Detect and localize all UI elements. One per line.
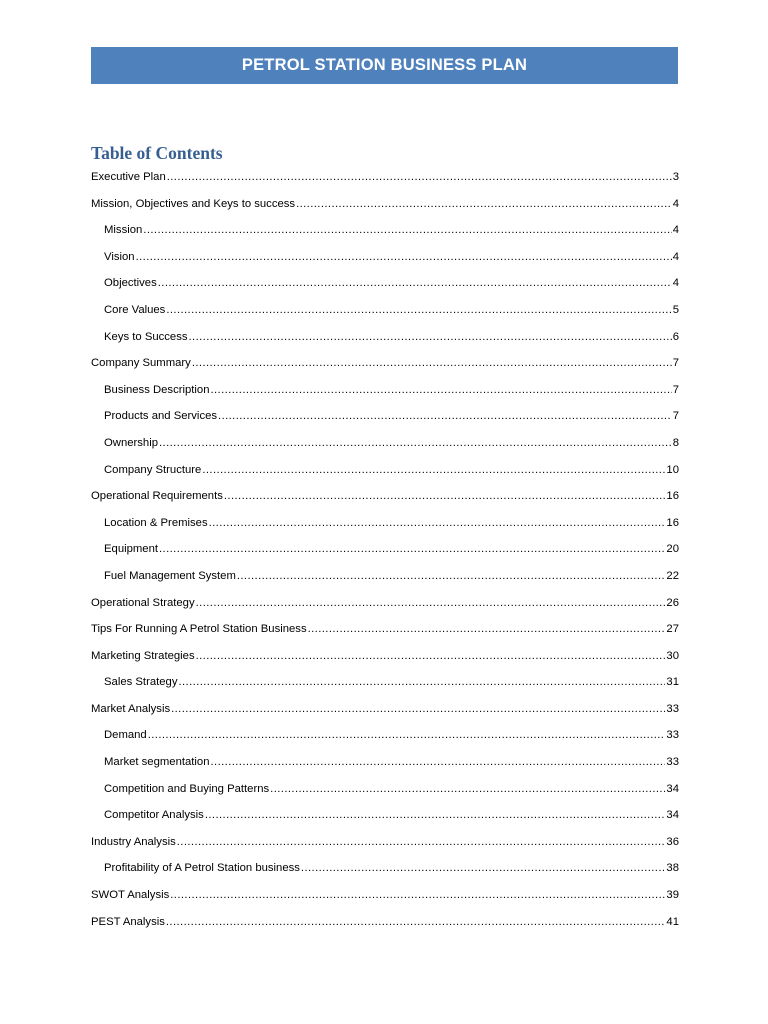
dot-leader xyxy=(196,643,666,670)
toc-entry[interactable] xyxy=(91,510,679,537)
toc-entry[interactable] xyxy=(91,882,679,909)
dot-leader xyxy=(218,403,672,430)
dot-leader xyxy=(177,829,666,856)
dot-leader xyxy=(270,776,665,803)
dot-leader xyxy=(170,882,665,909)
dot-leader xyxy=(296,191,672,218)
toc-entry[interactable] xyxy=(91,297,679,324)
toc-entry-page-number[interactable]: 7 xyxy=(672,383,679,396)
toc-entry-page-number[interactable]: 8 xyxy=(672,436,679,449)
toc-entry[interactable] xyxy=(91,164,679,191)
toc-entry-label[interactable]: Tips For Running A Petrol Station Business xyxy=(91,623,307,636)
toc-entry[interactable] xyxy=(91,270,679,297)
toc-entry[interactable] xyxy=(91,749,679,776)
dot-leader xyxy=(166,909,666,936)
toc-entry-page-number[interactable]: 34 xyxy=(666,809,679,822)
toc-entry-page-number[interactable]: 39 xyxy=(666,889,679,902)
toc-entry-page-number[interactable]: 38 xyxy=(666,862,679,875)
toc-entry-label[interactable]: Core Values xyxy=(104,303,166,316)
toc-entry-label[interactable]: Vision xyxy=(104,250,135,263)
dot-leader xyxy=(308,616,666,643)
toc-entry-page-number[interactable]: 27 xyxy=(666,623,679,636)
toc-entry-label[interactable]: Location & Premises xyxy=(104,516,208,529)
dot-leader xyxy=(143,217,671,244)
toc-entry-page-number[interactable]: 4 xyxy=(672,197,679,210)
dot-leader xyxy=(189,324,672,351)
toc-entry-label[interactable]: Objectives xyxy=(104,277,157,290)
dot-leader xyxy=(202,457,665,484)
toc-entry-label[interactable]: Company Summary xyxy=(91,357,191,370)
toc-entry-label[interactable]: Competitor Analysis xyxy=(104,809,204,822)
toc-entry-page-number[interactable]: 30 xyxy=(666,649,679,662)
dot-leader xyxy=(196,590,666,617)
toc-entry[interactable] xyxy=(91,536,679,563)
toc-entry[interactable] xyxy=(91,563,679,590)
toc-entry-page-number[interactable]: 4 xyxy=(672,277,679,290)
toc-entry[interactable] xyxy=(91,483,679,510)
toc-entry[interactable] xyxy=(91,776,679,803)
toc-entry-label[interactable]: Mission, Objectives and Keys to success xyxy=(91,197,296,210)
toc-entry-label[interactable]: Mission xyxy=(104,224,143,237)
toc-entry-page-number[interactable]: 16 xyxy=(666,490,679,503)
toc-entry[interactable] xyxy=(91,324,679,351)
toc-entry[interactable] xyxy=(91,829,679,856)
dot-leader xyxy=(167,164,672,191)
toc-entry[interactable] xyxy=(91,669,679,696)
dot-leader xyxy=(237,563,666,590)
toc-entry[interactable] xyxy=(91,696,679,723)
toc-entry-label[interactable]: Market Analysis xyxy=(91,702,171,715)
toc-entry-label[interactable]: Market segmentation xyxy=(104,756,210,769)
toc-entry-label[interactable]: Products and Services xyxy=(104,410,218,423)
toc-entry-page-number[interactable]: 26 xyxy=(666,596,679,609)
toc-entry[interactable] xyxy=(91,722,679,749)
dot-leader xyxy=(301,855,666,882)
toc-entry-label[interactable]: Operational Requirements xyxy=(91,490,223,503)
toc-entry-label[interactable]: Company Structure xyxy=(104,463,202,476)
toc-entry-label[interactable]: SWOT Analysis xyxy=(91,889,170,902)
document-title: PETROL STATION BUSINESS PLAN xyxy=(241,56,528,74)
toc-entry-page-number[interactable]: 5 xyxy=(672,303,679,316)
toc-entry[interactable] xyxy=(91,643,679,670)
toc-heading: Table of Contents xyxy=(91,143,223,163)
dot-leader xyxy=(205,802,666,829)
toc-entry[interactable] xyxy=(91,217,679,244)
toc-entry[interactable] xyxy=(91,855,679,882)
toc-entry-page-number[interactable]: 4 xyxy=(672,224,679,237)
toc-entry[interactable] xyxy=(91,616,679,643)
dot-leader xyxy=(178,669,665,696)
toc-entry-label[interactable]: Competition and Buying Patterns xyxy=(104,782,270,795)
dot-leader xyxy=(166,297,671,324)
toc-entry-page-number[interactable]: 22 xyxy=(666,569,679,582)
toc-entry-page-number[interactable]: 4 xyxy=(672,250,679,263)
toc-entry-page-number[interactable]: 16 xyxy=(666,516,679,529)
toc-entry-label[interactable]: Operational Strategy xyxy=(91,596,195,609)
toc-entry[interactable] xyxy=(91,457,679,484)
dot-leader xyxy=(159,536,665,563)
toc-entry-page-number[interactable]: 3 xyxy=(672,171,679,183)
toc-entry-label[interactable]: PEST Analysis xyxy=(91,915,165,928)
toc-entry-label[interactable]: Business Description xyxy=(104,383,210,396)
dot-leader xyxy=(224,483,666,510)
toc-entry-page-number[interactable]: 7 xyxy=(672,357,679,370)
dot-leader xyxy=(211,749,666,776)
toc-entry[interactable] xyxy=(91,350,679,377)
toc-entry-page-number[interactable]: 31 xyxy=(666,676,679,689)
dot-leader xyxy=(209,510,666,537)
toc-entry-label[interactable]: Industry Analysis xyxy=(91,835,176,848)
toc-entry[interactable] xyxy=(91,430,679,457)
dot-leader xyxy=(171,696,665,723)
toc-entry-label[interactable]: Keys to Success xyxy=(104,330,188,343)
toc-entry-label[interactable]: Equipment xyxy=(104,543,159,556)
toc-entry-page-number[interactable]: 10 xyxy=(666,463,679,476)
toc-entry-page-number[interactable]: 7 xyxy=(672,410,679,423)
toc-entry-page-number[interactable]: 33 xyxy=(666,702,679,715)
toc-entry-label[interactable]: Profitability of A Petrol Station business xyxy=(104,862,300,875)
toc-entry-page-number[interactable]: 20 xyxy=(666,543,679,556)
toc-entry-label[interactable]: Demand xyxy=(104,729,147,742)
toc-entry-page-number[interactable]: 33 xyxy=(666,729,679,742)
toc-entry-page-number[interactable]: 33 xyxy=(666,756,679,769)
dot-leader xyxy=(192,350,672,377)
dot-leader xyxy=(159,430,672,457)
dot-leader xyxy=(136,244,672,271)
toc-entry[interactable] xyxy=(91,377,679,404)
toc-entry-label[interactable]: Fuel Management System xyxy=(104,569,236,582)
toc-entry[interactable] xyxy=(91,590,679,617)
toc-entry-page-number[interactable]: 6 xyxy=(672,330,679,343)
dot-leader xyxy=(158,270,672,297)
toc-entry[interactable] xyxy=(91,403,679,430)
toc-entry[interactable] xyxy=(91,909,679,936)
dot-leader xyxy=(148,722,666,749)
toc-entry[interactable] xyxy=(91,244,679,271)
toc-entry-label[interactable]: Ownership xyxy=(104,436,158,449)
toc-entry-page-number[interactable]: 34 xyxy=(666,782,679,795)
toc-entry[interactable] xyxy=(91,802,679,829)
toc-entry-page-number[interactable]: 36 xyxy=(666,835,679,848)
toc-entry-label[interactable]: Executive Plan xyxy=(91,171,166,183)
table-of-contents xyxy=(91,164,679,935)
dot-leader xyxy=(210,377,671,404)
toc-entry-label[interactable]: Sales Strategy xyxy=(104,676,178,689)
toc-entry[interactable] xyxy=(91,191,679,218)
title-banner xyxy=(91,47,678,84)
toc-entry-label[interactable]: Marketing Strategies xyxy=(91,649,195,662)
toc-entry-page-number[interactable]: 41 xyxy=(666,915,679,928)
